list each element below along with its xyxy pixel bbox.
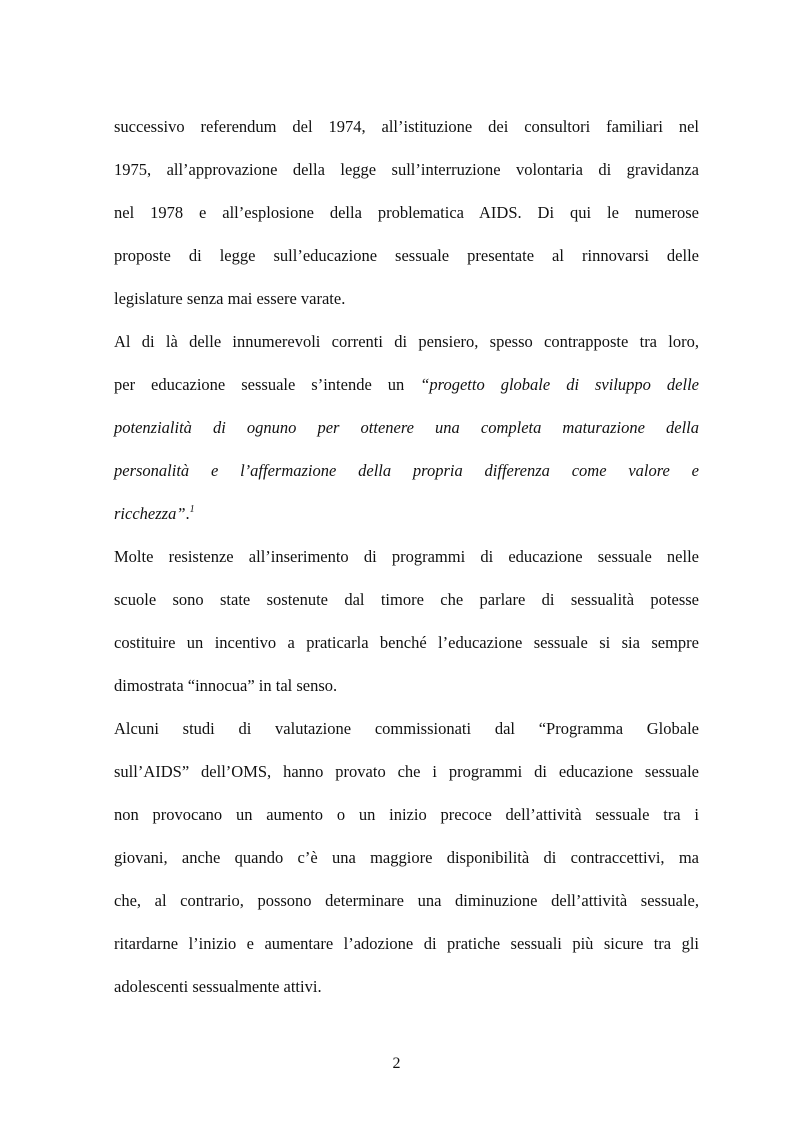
text-line: scuole sono state sostenute dal timore che parlare di sessualità potesse: [114, 590, 699, 609]
text-line: [114, 406, 699, 449]
text-line: 1975, all’approvazione della legge sull’interruzione volontaria di gravidanza: [114, 160, 699, 179]
quote-italic: ricchezza”: [114, 504, 186, 523]
paragraph: [114, 320, 699, 535]
page-number: 2: [392, 1055, 401, 1072]
text-span: per educazione sessuale s’intende un: [114, 375, 421, 394]
text-line: Molte resistenze all’inserimento di programmi di educazione sessuale nelle: [114, 547, 699, 566]
text-line: [114, 492, 699, 535]
text-line: costituire un incentivo a praticarla benché l’educazione sessuale si sia sempre: [114, 633, 699, 652]
text-line: successivo referendum del 1974, all’istituzione dei consultori familiari nel: [114, 117, 699, 136]
text-line: [114, 363, 699, 406]
paragraph: [114, 105, 699, 320]
text-line: Al di là delle innumerevoli correnti di pensiero, spesso contrapposte tra loro,: [114, 332, 699, 351]
quote-italic: potenzialità di ognuno per ottenere una completa maturazione della: [114, 418, 699, 437]
paragraph: [114, 535, 699, 707]
text-line: giovani, anche quando c’è una maggiore disponibilità di contraccettivi, ma: [114, 848, 699, 867]
text-line: Alcuni studi di valutazione commissionati dal “Programma Globale: [114, 719, 699, 738]
document-body: [114, 105, 699, 1008]
text-line: ritardarne l’inizio e aumentare l’adozione di pratiche sessuali più sicure tra gli: [114, 934, 699, 953]
quote-italic: personalità e l’affermazione della propria differenza come valore e: [114, 461, 699, 480]
text-line: dimostrata “innocua” in tal senso.: [114, 676, 338, 695]
text-line: legislature senza mai essere varate.: [114, 289, 346, 308]
text-line: sull’AIDS” dell’OMS, hanno provato che i programmi di educazione sessuale: [114, 762, 699, 781]
text-line: non provocano un aumento o un inizio precoce dell’attività sessuale tra i: [114, 805, 699, 824]
text-span: .: [185, 504, 190, 523]
text-line: nel 1978 e all’esplosione della problematica AIDS. Di qui le numerose: [114, 203, 699, 222]
quote-italic: “progetto globale di sviluppo delle: [420, 375, 699, 394]
text-line: che, al contrario, possono determinare una diminuzione dell’attività sessuale,: [114, 891, 699, 910]
footnote-reference[interactable]: 1: [189, 504, 195, 515]
text-line: adolescenti sessualmente attivi.: [114, 977, 322, 996]
text-line: proposte di legge sull’educazione sessuale presentate al rinnovarsi delle: [114, 246, 699, 265]
text-line: [114, 449, 699, 492]
paragraph: [114, 707, 699, 1008]
